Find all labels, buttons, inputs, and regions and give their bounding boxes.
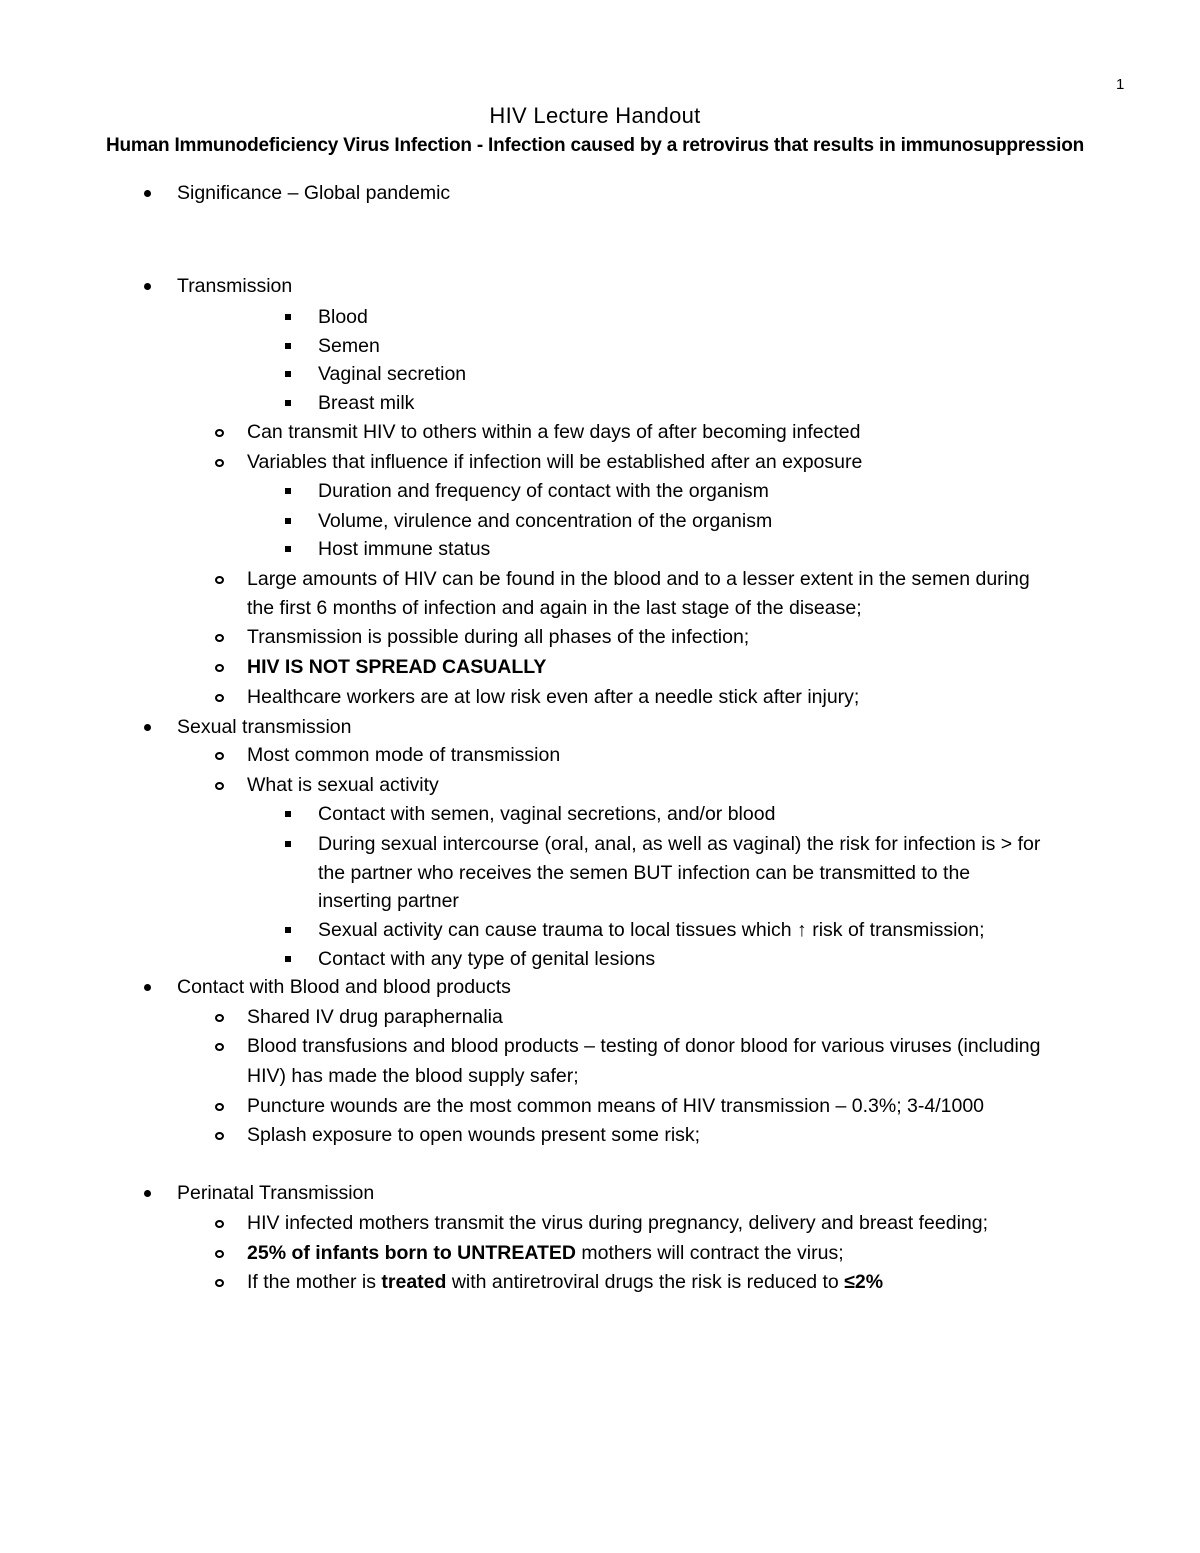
sub-item-trauma	[318, 918, 985, 942]
bullet-text: HIV infected mothers transmit the virus during pregnancy, delivery and breast feeding;	[247, 1212, 989, 1234]
item-percent-infants	[247, 1241, 844, 1265]
bullet-text-bold: ≤2%	[844, 1271, 884, 1293]
bullet-text: Puncture wounds are the most common means of HIV transmission – 0.3%; 3-4/1000	[247, 1095, 985, 1117]
square-bullet-icon	[285, 518, 291, 524]
bullet-text: the first 6 months of infection and again in the last stage of the disease;	[247, 597, 862, 619]
circle-bullet-icon	[215, 1132, 224, 1140]
bullet-dot-icon	[144, 1190, 151, 1197]
circle-bullet-icon	[215, 752, 224, 760]
bullet-text: Transmission is possible during all phases of the infection;	[247, 626, 750, 648]
document-subtitle: Human Immunodeficiency Virus Infection - Infection caused by a retrovirus that results in immunosuppression	[105, 135, 1085, 156]
bullet-dot-icon	[144, 190, 151, 197]
item-healthcare	[247, 685, 859, 709]
square-bullet-icon	[285, 400, 291, 406]
circle-bullet-icon	[215, 694, 224, 702]
square-bullet-icon	[285, 841, 291, 847]
bullet-text: mothers will contract the virus;	[575, 1242, 844, 1264]
bullet-text: Duration and frequency of contact with the organism	[318, 480, 769, 502]
circle-bullet-icon	[215, 1103, 224, 1111]
bullet-text: Shared IV drug paraphernalia	[247, 1006, 503, 1028]
bullet-text: Contact with Blood and blood products	[177, 976, 511, 998]
circle-bullet-icon	[215, 459, 224, 467]
sub-item-breast-milk	[318, 391, 414, 415]
bullet-text: Volume, virulence and concentration of the organism	[318, 510, 773, 532]
bullet-text: Contact with semen, vaginal secretions, and/or blood	[318, 803, 776, 825]
document-title: HIV Lecture Handout	[489, 103, 701, 128]
bullet-significance	[177, 181, 450, 205]
square-bullet-icon	[285, 371, 291, 377]
sub-item-volume	[318, 509, 772, 533]
bullet-text: Vaginal secretion	[318, 363, 467, 385]
bullet-dot-icon	[144, 984, 151, 991]
bullet-text: Sexual activity can cause trauma to local tissues which ↑ risk of transmission;	[318, 919, 985, 941]
bullet-text: Semen	[318, 335, 380, 357]
circle-bullet-icon	[215, 1014, 224, 1022]
item-what-is	[247, 773, 439, 797]
item-transfusions-cont	[247, 1064, 579, 1088]
bullet-text: Variables that influence if infection will be established after an exposure	[247, 451, 863, 473]
bullet-text-bold: treated	[381, 1271, 447, 1293]
sub-item-during-cont2	[318, 889, 459, 913]
bullet-text: During sexual intercourse (oral, anal, as well as vaginal) the risk for infection is > for	[318, 833, 1041, 855]
square-bullet-icon	[285, 546, 291, 552]
bullet-text: Sexual transmission	[177, 716, 352, 738]
item-most-common	[247, 743, 560, 767]
bullet-text: If the mother is	[247, 1271, 382, 1293]
bullet-text: HIV IS NOT SPREAD CASUALLY	[247, 656, 547, 678]
circle-bullet-icon	[215, 782, 224, 790]
page-number: 1	[1116, 76, 1125, 93]
item-splash	[247, 1123, 700, 1147]
item-variables	[247, 450, 862, 474]
bullet-text: with antiretroviral drugs the risk is reduced to	[446, 1271, 845, 1293]
bullet-text: Host immune status	[318, 538, 491, 560]
item-not-casual	[247, 655, 546, 679]
bullet-dot-icon	[144, 283, 151, 290]
sub-item-host	[318, 537, 490, 561]
item-transfusions	[247, 1034, 1040, 1058]
square-bullet-icon	[285, 811, 291, 817]
item-all-phases	[247, 625, 749, 649]
sub-item-during-cont	[318, 861, 970, 885]
bullet-text: Transmission	[177, 275, 293, 297]
square-bullet-icon	[285, 488, 291, 494]
bullet-text: Blood	[318, 306, 368, 328]
bullet-text: Significance – Global pandemic	[177, 182, 451, 204]
bullet-text: Blood transfusions and blood products – testing of donor blood for various viruses (including	[247, 1035, 1041, 1057]
item-puncture	[247, 1094, 984, 1118]
circle-bullet-icon	[215, 1250, 224, 1258]
item-treated	[247, 1270, 883, 1294]
bullet-text: the partner who receives the semen BUT infection can be transmitted to the	[318, 862, 971, 884]
bullet-text: Large amounts of HIV can be found in the blood and to a lesser extent in the semen during	[247, 568, 1030, 590]
bullet-text: HIV) has made the blood supply safer;	[247, 1065, 579, 1087]
bullet-dot-icon	[144, 724, 151, 731]
circle-bullet-icon	[215, 634, 224, 642]
circle-bullet-icon	[215, 1279, 224, 1287]
bullet-text: Contact with any type of genital lesions	[318, 948, 656, 970]
circle-bullet-icon	[215, 576, 224, 584]
circle-bullet-icon	[215, 429, 224, 437]
sub-item-lesions	[318, 947, 655, 971]
square-bullet-icon	[285, 343, 291, 349]
bullet-text: Splash exposure to open wounds present some risk;	[247, 1124, 701, 1146]
square-bullet-icon	[285, 927, 291, 933]
sub-item-duration	[318, 479, 769, 503]
item-shared-iv	[247, 1005, 503, 1029]
sub-item-during	[318, 832, 1040, 856]
sub-item-blood	[318, 305, 368, 329]
item-mothers	[247, 1211, 988, 1235]
bullet-contact-blood	[177, 975, 511, 999]
bullet-text: Breast milk	[318, 392, 415, 414]
item-transmit-days	[247, 420, 860, 444]
item-large-amounts-cont	[247, 596, 862, 620]
circle-bullet-icon	[215, 664, 224, 672]
item-large-amounts	[247, 567, 1030, 591]
bullet-text: Perinatal Transmission	[177, 1182, 375, 1204]
circle-bullet-icon	[215, 1043, 224, 1051]
sub-item-vaginal	[318, 362, 466, 386]
sub-item-contact-semen	[318, 802, 775, 826]
bullet-sexual	[177, 715, 352, 739]
bullet-text: What is sexual activity	[247, 774, 439, 796]
circle-bullet-icon	[215, 1220, 224, 1228]
bullet-text-bold: 25% of infants born to UNTREATED	[247, 1242, 576, 1264]
bullet-perinatal	[177, 1181, 374, 1205]
bullet-text: Can transmit HIV to others within a few days of after becoming infected	[247, 421, 861, 443]
bullet-transmission	[177, 274, 292, 298]
square-bullet-icon	[285, 956, 291, 962]
sub-item-semen	[318, 334, 380, 358]
bullet-text: Healthcare workers are at low risk even after a needle stick after injury;	[247, 686, 860, 708]
bullet-text: Most common mode of transmission	[247, 744, 561, 766]
bullet-text: inserting partner	[318, 890, 459, 912]
square-bullet-icon	[285, 314, 291, 320]
